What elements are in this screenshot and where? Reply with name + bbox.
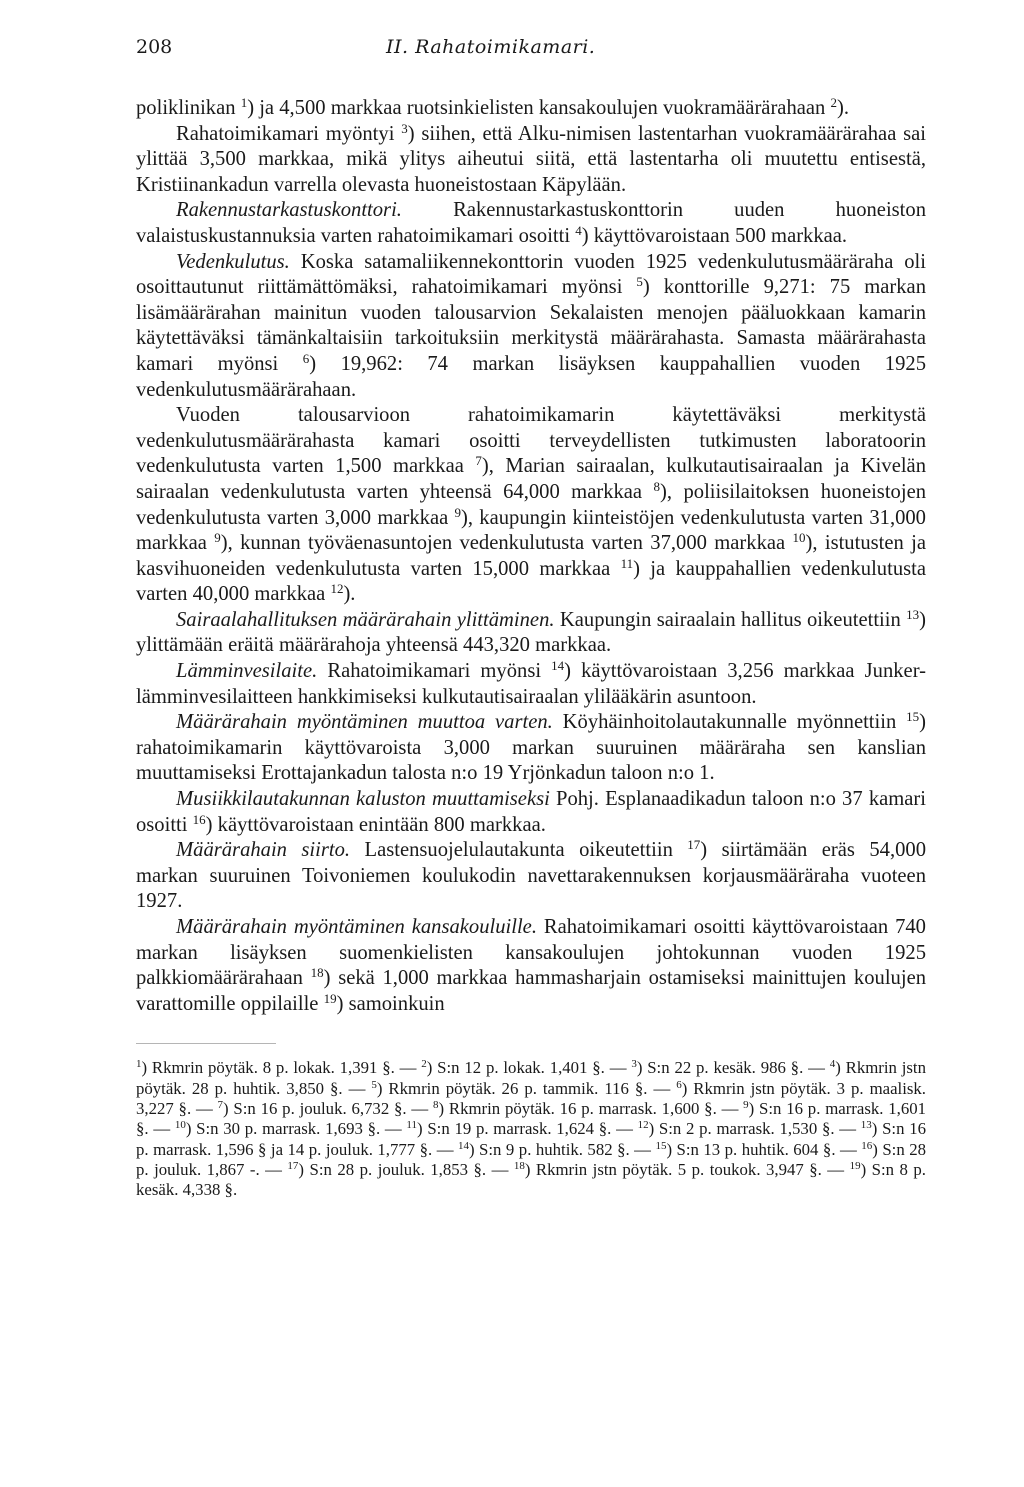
text-run: ) S:n 19 p. marrask. 1,624 §. — <box>417 1119 638 1139</box>
footnote-marker: 1 <box>136 1058 142 1071</box>
footnote-marker: 17 <box>687 837 701 853</box>
text-run: ) siirtämään eräs 54,000 markan suuruinen Toivoniemen koulukodin navettarakennuksen korjausmääräraha vuoteen 1927. <box>136 839 926 913</box>
footnote-marker: 5 <box>371 1078 377 1091</box>
text-run: ) S:n 9 p. huhtik. 582 §. — <box>468 1139 656 1159</box>
footnote-marker: 12 <box>637 1119 649 1132</box>
footnotes <box>136 1058 926 1200</box>
text-run: ) Rkmrin pöytäk. 26 p. tammik. 116 §. — <box>376 1078 677 1098</box>
footnote-marker: 11 <box>406 1119 418 1132</box>
paragraph <box>136 198 926 249</box>
footnote-marker: 9 <box>743 1098 749 1111</box>
text-run: ) ylittämään eräitä määrärahoja yhteensä 443,320 markkaa. <box>136 608 927 657</box>
footnote-marker: 9 <box>214 530 221 546</box>
text-run: ) S:n 16 p. marrask. 1,601 §. — <box>136 1098 926 1139</box>
footnote-marker: 7 <box>217 1098 224 1111</box>
footnote-marker: 14 <box>457 1139 469 1152</box>
section-heading: Lämminvesilaite. <box>176 660 318 683</box>
footnote-marker: 16 <box>861 1139 873 1152</box>
footnote-marker: 8 <box>653 478 661 494</box>
footnote-marker: 17 <box>287 1159 299 1172</box>
footnote-marker: 6 <box>676 1078 682 1091</box>
paragraph <box>136 659 926 710</box>
text-run: ) Rkmrin jstn pöytäk. 5 p. toukok. 3,947 §. — <box>524 1159 850 1179</box>
footnote-marker: 19 <box>849 1159 861 1172</box>
paragraph <box>136 838 926 915</box>
text-run: ) käyttövaroistaan enintään 800 markkaa. <box>205 813 546 836</box>
text-run: ) S:n 16 p. marrask. 1,596 § ja 14 p. jouluk. 1,777 §. — <box>136 1119 927 1159</box>
section-heading: Määrärahain myöntäminen muuttoa varten. <box>176 711 553 734</box>
paragraph <box>136 915 926 1017</box>
text-run: Vuoden talousarvioon rahatoimikamarin käytettäväksi merkitystä vedenkulutusmäärärahasta kamari osoitti terveydellisten tutkimusten laboratoorin vedenkulutusta varten 1,500 markkaa <box>136 404 926 478</box>
footnote-marker: 2 <box>421 1058 427 1071</box>
footnote-marker: 18 <box>513 1159 525 1172</box>
footnote-marker: 3 <box>631 1058 637 1071</box>
text-run: Pohj. Esplanaadikadun taloon n:o 37 kamari osoitti <box>136 788 926 836</box>
footnote-marker: 1 <box>240 95 248 110</box>
section-heading: Musiikkilautakunnan kaluston muuttamiseksi <box>176 788 550 811</box>
running-title: II. Rahatoimikamari. <box>386 36 596 58</box>
text-run: ). <box>343 583 356 606</box>
text-run: Rakennustarkastuskonttorin uuden huoneiston valaistuskustannuksia varten rahatoimikamari osoitti <box>136 199 926 247</box>
footnote-marker: 13 <box>860 1119 872 1132</box>
text-run: ) S:n 13 p. huhtik. 604 §. — <box>666 1139 862 1159</box>
footnote-marker: 7 <box>475 453 482 469</box>
footnote-marker: 18 <box>310 965 324 981</box>
footnote-marker: 4 <box>575 222 582 238</box>
text-run: ), istutusten ja kasvihuoneiden vedenkulutusta varten 15,000 markkaa <box>136 532 926 580</box>
text-run: ) S:n 2 p. marrask. 1,530 §. — <box>648 1119 861 1139</box>
text-run: Rahatoimikamari myöntyi <box>176 122 402 145</box>
text-run: Kaupungin sairaalain hallitus oikeutettiin <box>554 608 907 631</box>
footnote-marker: 15 <box>655 1139 667 1152</box>
document-page <box>136 30 926 1200</box>
text-run: ) käyttövaroistaan 3,256 markkaa Junker-lämminvesilaitteen hankkimiseksi kulkutautisairaalan ylilääkärin asuntoon. <box>136 660 926 708</box>
text-run: Lastensuojelulautakunta oikeutettiin <box>350 839 688 862</box>
section-heading: Sairaalahallituksen määrärahain ylittäminen. <box>176 608 555 631</box>
footnote-marker: 12 <box>330 581 344 597</box>
text-run: ). <box>836 97 849 119</box>
text-run: ) sekä 1,000 markkaa hammasharjain ostamiseksi mainittujen koulujen varattomille oppilaille <box>136 967 927 1015</box>
text-run: Köyhäinhoitolautakunnalle myönnettiin <box>552 711 907 734</box>
text-run: ) rahatoimikamarin käyttövaroista 3,000 markan suuruinen määräraha sen kanslian muuttamiseksi Erottajankadun talosta n:o 19 Yrjönkadun taloon n:o 1. <box>136 711 926 785</box>
text-run: ) S:n 12 p. lokak. 1,401 §. — <box>426 1058 632 1078</box>
text-run: ) S:n 28 p. jouluk. 1,853 §. — <box>298 1159 514 1179</box>
footnote-marker: 19 <box>323 990 337 1006</box>
text-run: poliklinikan <box>136 97 241 119</box>
footnote-marker: 9 <box>454 504 462 520</box>
section-heading: Määrärahain myöntäminen kansakouluille. <box>176 916 537 938</box>
footnote-marker: 6 <box>302 350 310 366</box>
text-run: ) konttorille 9,271: 75 markan lisämäärärahan mainitun vuoden talousarvion Sekalaisten menojen pääluokkaan kamarin käytettäväksi tämänkaltaisiin tarkoituksiin merkitystä määrärahasta. Samasta määrärahasta kamari myönsi <box>136 276 926 375</box>
text-run: ) 19,962: 74 markan lisäyksen kauppahallien vuoden 1925 vedenkulutusmäärärahaan. <box>136 352 926 401</box>
text-run: ) samoinkuin <box>336 992 445 1015</box>
text-run: ), kaupungin kiinteistöjen vedenkulutusta varten 31,000 markkaa <box>136 506 926 555</box>
body-text <box>136 96 926 1017</box>
footnote-marker: 8 <box>432 1098 439 1111</box>
text-run: ) S:n 22 p. kesäk. 986 §. — <box>636 1058 830 1078</box>
text-run: ), poliisilaitoksen huoneistojen vedenkulutusta varten 3,000 markkaa <box>136 480 927 529</box>
text-run: ), Marian sairaalan, kulkutautisairaalan ja Kivelän sairaalan vedenkulutusta varten yhteensä 64,000 markkaa <box>136 455 926 503</box>
text-run: Rahatoimikamari osoitti käyttövaroistaan 740 markan lisäyksen suomenkielisten kansakoulujen johtokunnan vuoden 1925 palkkiomäärärahaan <box>136 916 926 990</box>
section-heading: Vedenkulutus. <box>176 250 290 273</box>
paragraph <box>136 250 926 404</box>
text-run: ) Rkmrin jstn pöytäk. 28 p. huhtik. 3,850 §. — <box>136 1058 926 1098</box>
footnote-marker: 3 <box>401 120 408 136</box>
text-run: ) S:n 16 p. jouluk. 6,732 §. — <box>223 1098 433 1118</box>
footnote-marker: 14 <box>551 658 565 674</box>
footnote-marker: 10 <box>174 1119 186 1132</box>
text-run: ) ja kauppahallien vedenkulutusta varten 40,000 markkaa <box>136 557 926 606</box>
text-run: Koska satamaliikennekonttorin vuoden 1925 vedenkulutusmääräraha oli osoittautunut riittämättömäksi, rahatoimikamari myönsi <box>136 250 926 299</box>
footnote-marker: 10 <box>792 530 806 546</box>
paragraph <box>136 403 926 608</box>
footnote-divider <box>136 1043 276 1044</box>
text-run: ) S:n 30 p. marrask. 1,693 §. — <box>185 1119 407 1139</box>
footnote-marker: 16 <box>192 811 206 827</box>
text-run: ) käyttövaroistaan 500 markkaa. <box>581 224 848 247</box>
footnote-marker: 5 <box>636 274 643 290</box>
text-run: ) ja 4,500 markkaa ruotsinkielisten kansakoulujen vuokramäärärahaan <box>247 97 831 119</box>
paragraph <box>136 710 926 787</box>
footnote-marker: 13 <box>906 606 920 622</box>
paragraph <box>136 122 926 199</box>
text-run: ) S:n 28 p. jouluk. 1,867 -. — <box>136 1139 927 1179</box>
footnote-marker: 4 <box>829 1058 836 1071</box>
footnote-marker: 15 <box>906 709 920 725</box>
section-heading: Määrärahain siirto. <box>176 839 351 862</box>
paragraph <box>136 608 926 659</box>
footnote-marker: 11 <box>620 555 634 571</box>
text-run: ) siihen, että Alku-nimisen lastentarhan vuokramäärärahaa sai ylittää 3,500 markkaa, mikä ylitys aiheutui siitä, että lastentarha oli muutettu entisestä, Kristiinankadun varrella olevasta huoneistostaan Käpylään. <box>136 122 927 196</box>
text-run: ) Rkmrin jstn pöytäk. 3 p. maalisk. 3,227 §. — <box>136 1078 927 1118</box>
paragraph <box>136 787 926 838</box>
paragraph <box>136 96 926 122</box>
page-number: 208 <box>136 36 173 58</box>
footnote-marker: 2 <box>830 95 837 110</box>
section-heading: Rakennustarkastuskonttori. <box>176 199 402 222</box>
text-run: ), kunnan työväenasuntojen vedenkulutusta varten 37,000 markkaa <box>220 532 793 555</box>
text-run: ) Rkmrin pöytäk. 16 p. marrask. 1,600 §. — <box>438 1098 744 1118</box>
page-header <box>136 30 926 70</box>
text-run: ) S:n 8 p. kesäk. 4,338 §. <box>136 1159 926 1200</box>
text-run: Rahatoimikamari myönsi <box>317 660 552 683</box>
text-run: ) Rkmrin pöytäk. 8 p. lokak. 1,391 §. — <box>141 1058 422 1078</box>
